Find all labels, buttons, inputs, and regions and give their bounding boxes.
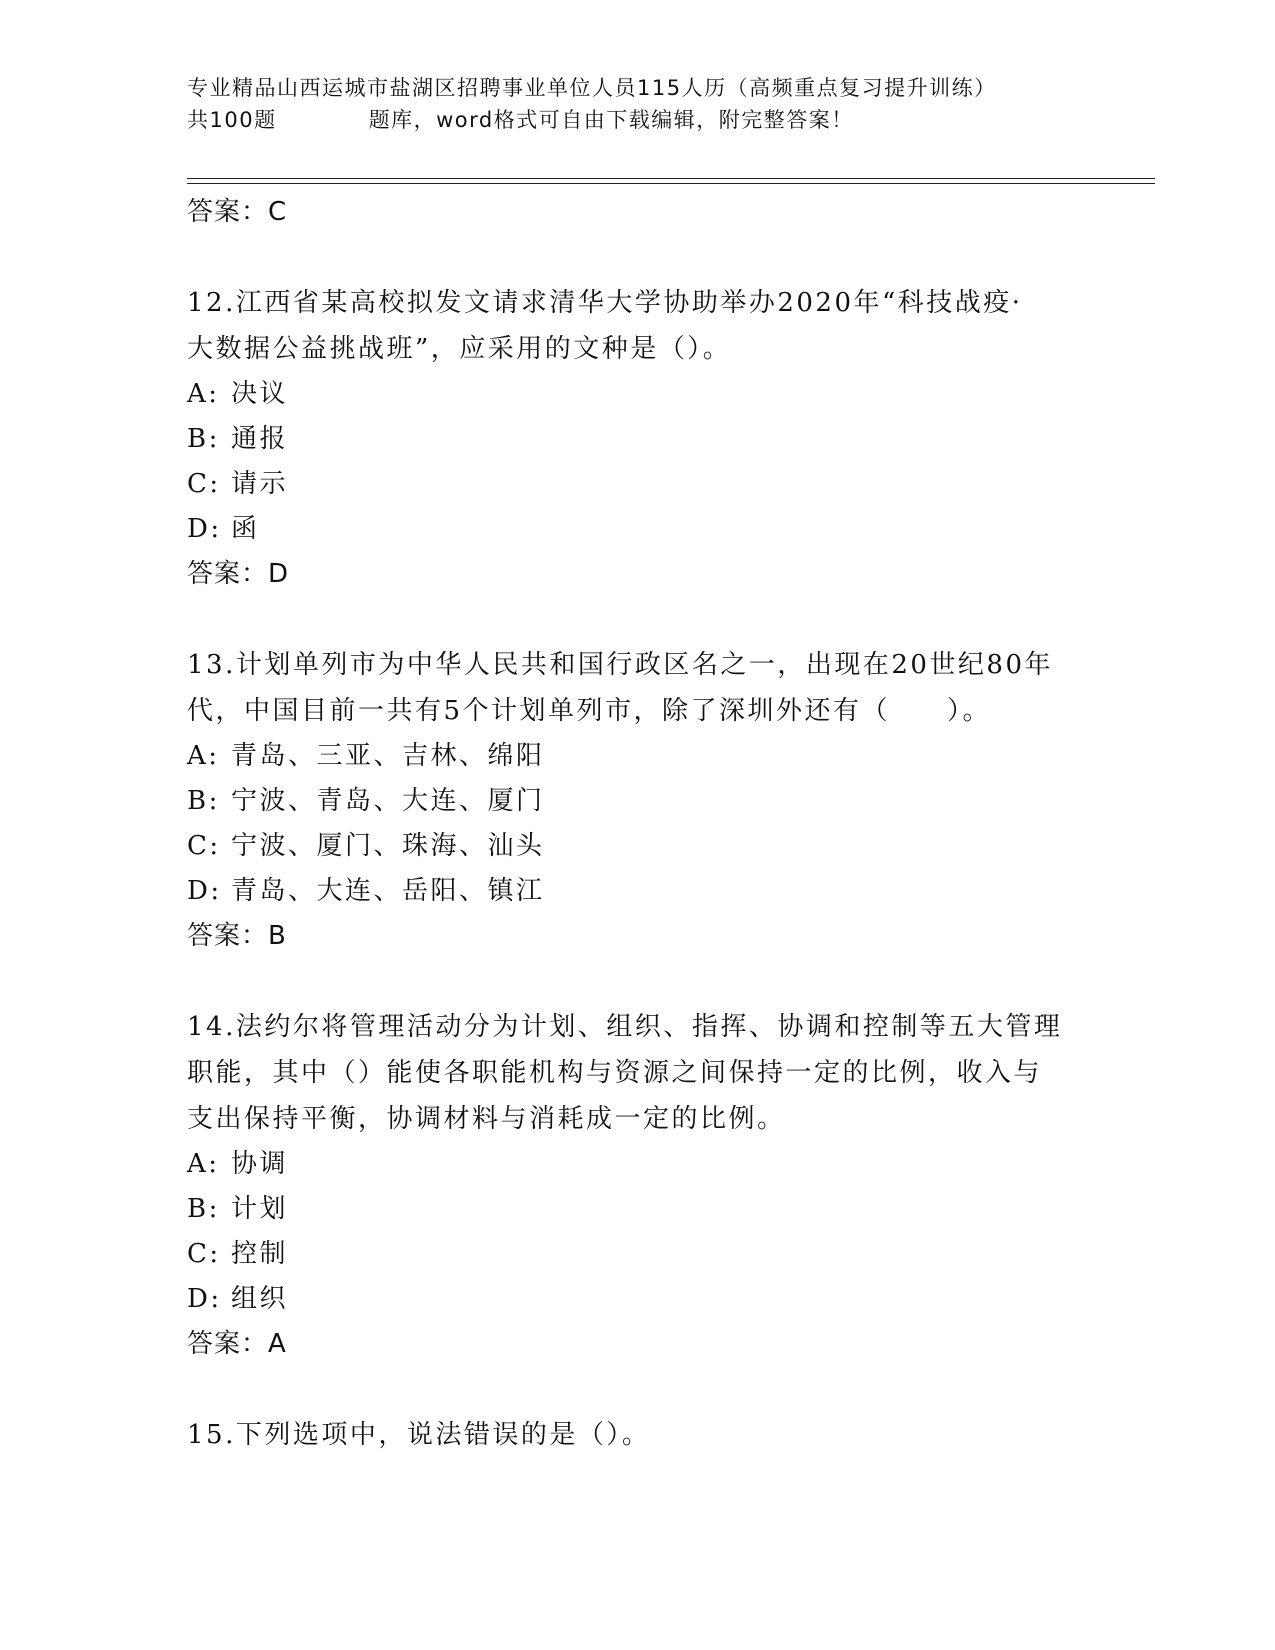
header-rule-top: [187, 178, 1155, 179]
answer-line: 答案：C: [187, 197, 288, 227]
header-question-count: 共100题: [187, 108, 277, 132]
option-a: A: 决议: [187, 379, 289, 409]
question-item: [187, 1412, 1087, 1458]
header-title-line2: [187, 104, 1107, 136]
answer-line: 答案：D: [187, 559, 290, 589]
header-rule-bottom: [187, 183, 1155, 184]
header-title-line1: 专业精品山西运城市盐湖区招聘事业单位人员115人历（高频重点复习提升训练）: [187, 76, 997, 100]
question-item: [187, 1004, 1087, 1366]
question-stem-line: 12.江西省某高校拟发文请求清华大学协助举办2020年“科技战疫·: [187, 288, 1023, 318]
question-list: [187, 190, 1087, 1458]
question-stem-line: 大数据公益挑战班”，应采用的文种是（）。: [187, 334, 732, 364]
question-stem-line: 职能，其中（）能使各职能机构与资源之间保持一定的比例，收入与: [187, 1058, 1043, 1088]
question-stem-line: 支出保持平衡，协调材料与消耗成一定的比例。: [187, 1104, 786, 1134]
answer-line: 答案：B: [187, 921, 287, 951]
header-description: 题库，word格式可自由下载编辑，附完整答案！: [368, 108, 854, 132]
answer-line: 答案：A: [187, 1329, 287, 1359]
option-b: B: 宁波、青岛、大连、厦门: [187, 786, 545, 816]
option-a: A: 协调: [187, 1149, 289, 1179]
option-b: B: 计划: [187, 1194, 289, 1224]
question-stem-line: 13.计划单列市为中华人民共和国行政区名之一，出现在20世纪80年: [187, 650, 1054, 680]
option-b: B: 通报: [187, 424, 289, 454]
document-header: [187, 72, 1107, 136]
question-item: [187, 280, 1087, 596]
question-stem: [187, 280, 1087, 372]
question-stem: [187, 642, 1087, 734]
option-d: D: 青岛、大连、岳阳、镇江: [187, 876, 545, 906]
option-c: C: 控制: [187, 1239, 289, 1269]
option-c: C: 请示: [187, 469, 289, 499]
question-stem: [187, 1412, 1087, 1458]
option-d: D: 组织: [187, 1284, 289, 1314]
option-c: C: 宁波、厦门、珠海、汕头: [187, 831, 545, 861]
question-stem-line: 代，中国目前一共有5个计划单列市，除了深圳外还有（ ）。: [187, 696, 992, 726]
question-item: [187, 642, 1087, 958]
question-stem: [187, 1004, 1087, 1142]
option-d: D: 函: [187, 514, 260, 544]
option-a: A: 青岛、三亚、吉林、绵阳: [187, 741, 545, 771]
question-stem-line: 14.法约尔将管理活动分为计划、组织、指挥、协调和控制等五大管理: [187, 1012, 1063, 1042]
question-stem-line: 15.下列选项中，说法错误的是（）。: [187, 1420, 651, 1450]
